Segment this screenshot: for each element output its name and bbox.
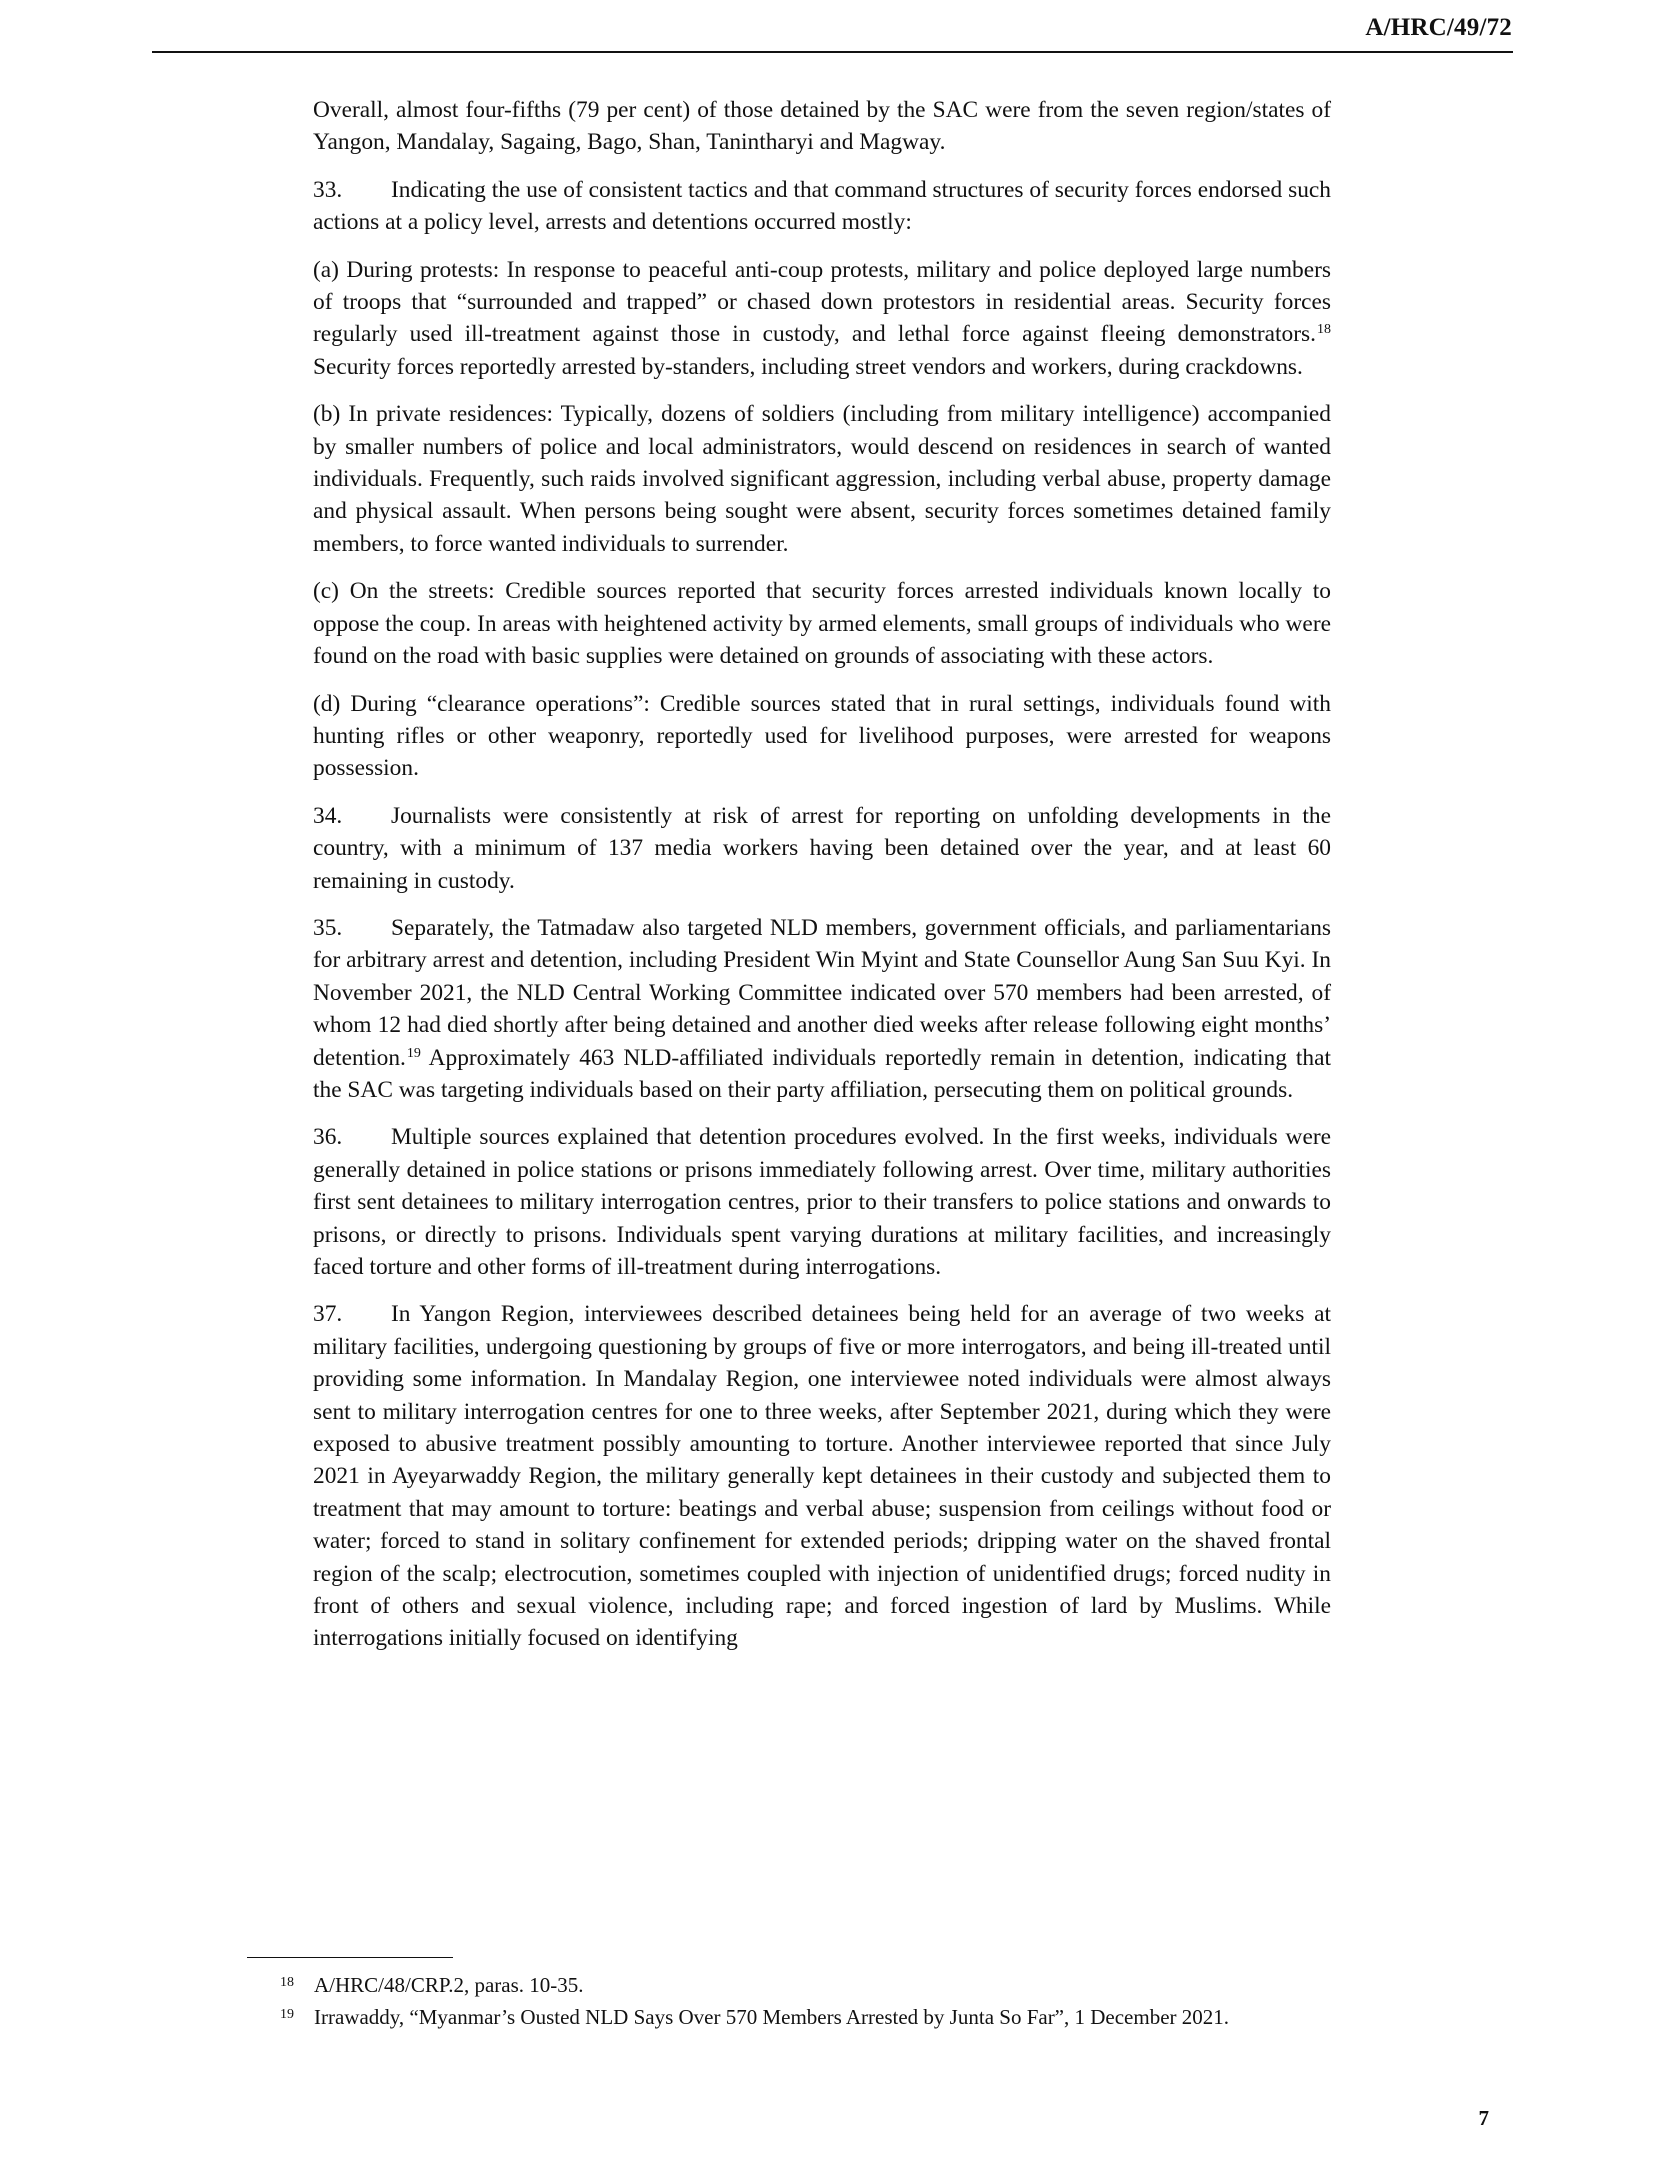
footnote-text: Irrawaddy, “Myanmar’s Ousted NLD Says Over 570 Members Arrested by Junta So Far”, 1 December 2021. [314, 2005, 1230, 2029]
document-symbol: A/HRC/49/72 [1365, 14, 1512, 41]
paragraph-text: Overall, almost four-fifths (79 per cent) of those detained by the SAC were from the seven region/states of Yangon, Mandalay, Sagaing, Bago, Shan, Tanintharyi and Magway. [313, 97, 1331, 156]
footnote-reference[interactable]: 19 [406, 1045, 421, 1061]
paragraph-text: Journalists were consistently at risk of arrest for reporting on unfolding developments in the country, with a minimum of 137 media workers having been detained over the year, and at least 60 remaining in custody. [313, 802, 1331, 894]
footnote-separator [247, 1957, 453, 1958]
paragraph-33 [313, 174, 1331, 239]
body-text [313, 94, 1331, 1670]
paragraph-text: In Yangon Region, interviewees described detainees being held for an average of two weeks at military facilities, undergoing questioning by groups of five or more interrogators, and being ill-treated until providing some information. In Mandalay Region, one interviewee noted individuals were almost always sent to military interrogation centres for one to three weeks, after September 2021, during which they were exposed to abusive treatment possibly amounting to torture. Another interviewee reported that since July 2021 in Ayeyarwaddy Region, the military generally kept detainees in their custody and subjected them to treatment that may amount to torture: beatings and verbal abuse; suspension from ceilings without food or water; forced to stand in solitary confinement for extended periods; dripping water on the shaved frontal region of the scalp; electrocution, sometimes coupled with injection of unidentified drugs; forced nudity in front of others and sexual violence, including rape; and forced ingestion of lard by Muslims. While interrogations initially focused on identifying [313, 1301, 1331, 1652]
header-rule [152, 51, 1513, 53]
paragraph-34 [313, 800, 1331, 897]
paragraph-text: Separately, the Tatmadaw also targeted NLD members, government officials, and parliamentarians for arbitrary arrest and detention, including President Win Myint and State Counsellor Aung San Suu Kyi. In November 2021, the NLD Central Working Committee indicated over 570 members had been arrested, of whom 12 had died shortly after being detained and another died weeks after release following eight months’ detention. [313, 914, 1331, 1071]
subparagraph-c [313, 575, 1331, 672]
paragraph-text-continued: Approximately 463 NLD-affiliated individuals reportedly remain in detention, indicating that the SAC was targeting individuals based on their party affiliation, persecuting them on political grounds. [313, 1044, 1331, 1103]
paragraph-number: 36. [313, 1124, 343, 1151]
footnote-reference[interactable]: 18 [1317, 322, 1331, 338]
footnote-number: 18 [280, 1975, 294, 1990]
page-number: 7 [1478, 2106, 1489, 2130]
paragraph-36 [313, 1121, 1331, 1283]
paragraph-number: 33. [313, 176, 343, 203]
paragraph-number: 37. [313, 1301, 343, 1328]
paragraph-number: 34. [313, 802, 343, 829]
footnote-18 [280, 1971, 1280, 2000]
paragraph-32-continuation [313, 94, 1331, 159]
subparagraph-d [313, 688, 1331, 785]
paragraph-text: Multiple sources explained that detention procedures evolved. In the first weeks, individuals were generally detained in police stations or prisons immediately following arrest. Over time, military authorities first sent detainees to military interrogation centres, prior to their transfers to police stations and onwards to prisons, or directly to prisons. Individuals spent varying durations at military facilities, and increasingly faced torture and other forms of ill-treatment during interrogations. [313, 1124, 1331, 1280]
subparagraph-b [313, 398, 1331, 560]
paragraph-35 [313, 912, 1331, 1106]
footnote-number: 19 [280, 2007, 294, 2022]
footnote-19 [280, 2003, 1280, 2032]
paragraph-text: (c) On the streets: Credible sources reported that security forces arrested individuals known locally to oppose the coup. In areas with heightened activity by armed elements, small groups of individuals who were found on the road with basic supplies were detained on grounds of associating with these actors. [313, 578, 1331, 670]
paragraph-text-continued: Security forces reportedly arrested by-standers, including street vendors and workers, during crackdowns. [313, 353, 1303, 380]
paragraph-text: (a) During protests: In response to peaceful anti-coup protests, military and police deployed large numbers of troops that “surrounded and trapped” or chased down protestors in residential areas. Security forces regularly used ill-treatment against those in custody, and lethal force against fleeing demonstrators. [313, 256, 1331, 348]
paragraph-37 [313, 1298, 1331, 1654]
subparagraph-a [313, 254, 1331, 384]
footnote-text: A/HRC/48/CRP.2, paras. 10-35. [314, 1973, 584, 1997]
paragraph-text: (b) In private residences: Typically, dozens of soldiers (including from military intelligence) accompanied by smaller numbers of police and local administrators, would descend on residences in search of wanted individuals. Frequently, such raids involved significant aggression, including verbal abuse, property damage and physical assault. When persons being sought were absent, security forces sometimes detained family members, to force wanted individuals to surrender. [313, 401, 1331, 557]
paragraph-text: Indicating the use of consistent tactics and that command structures of security forces endorsed such actions at a policy level, arrests and detentions occurred mostly: [313, 176, 1331, 236]
footnotes [280, 1971, 1280, 2035]
paragraph-number: 35. [313, 914, 343, 941]
paragraph-text: (d) During “clearance operations”: Credible sources stated that in rural settings, individuals found with hunting rifles or other weaponry, reportedly used for livelihood purposes, were arrested for weapons possession. [313, 690, 1331, 782]
